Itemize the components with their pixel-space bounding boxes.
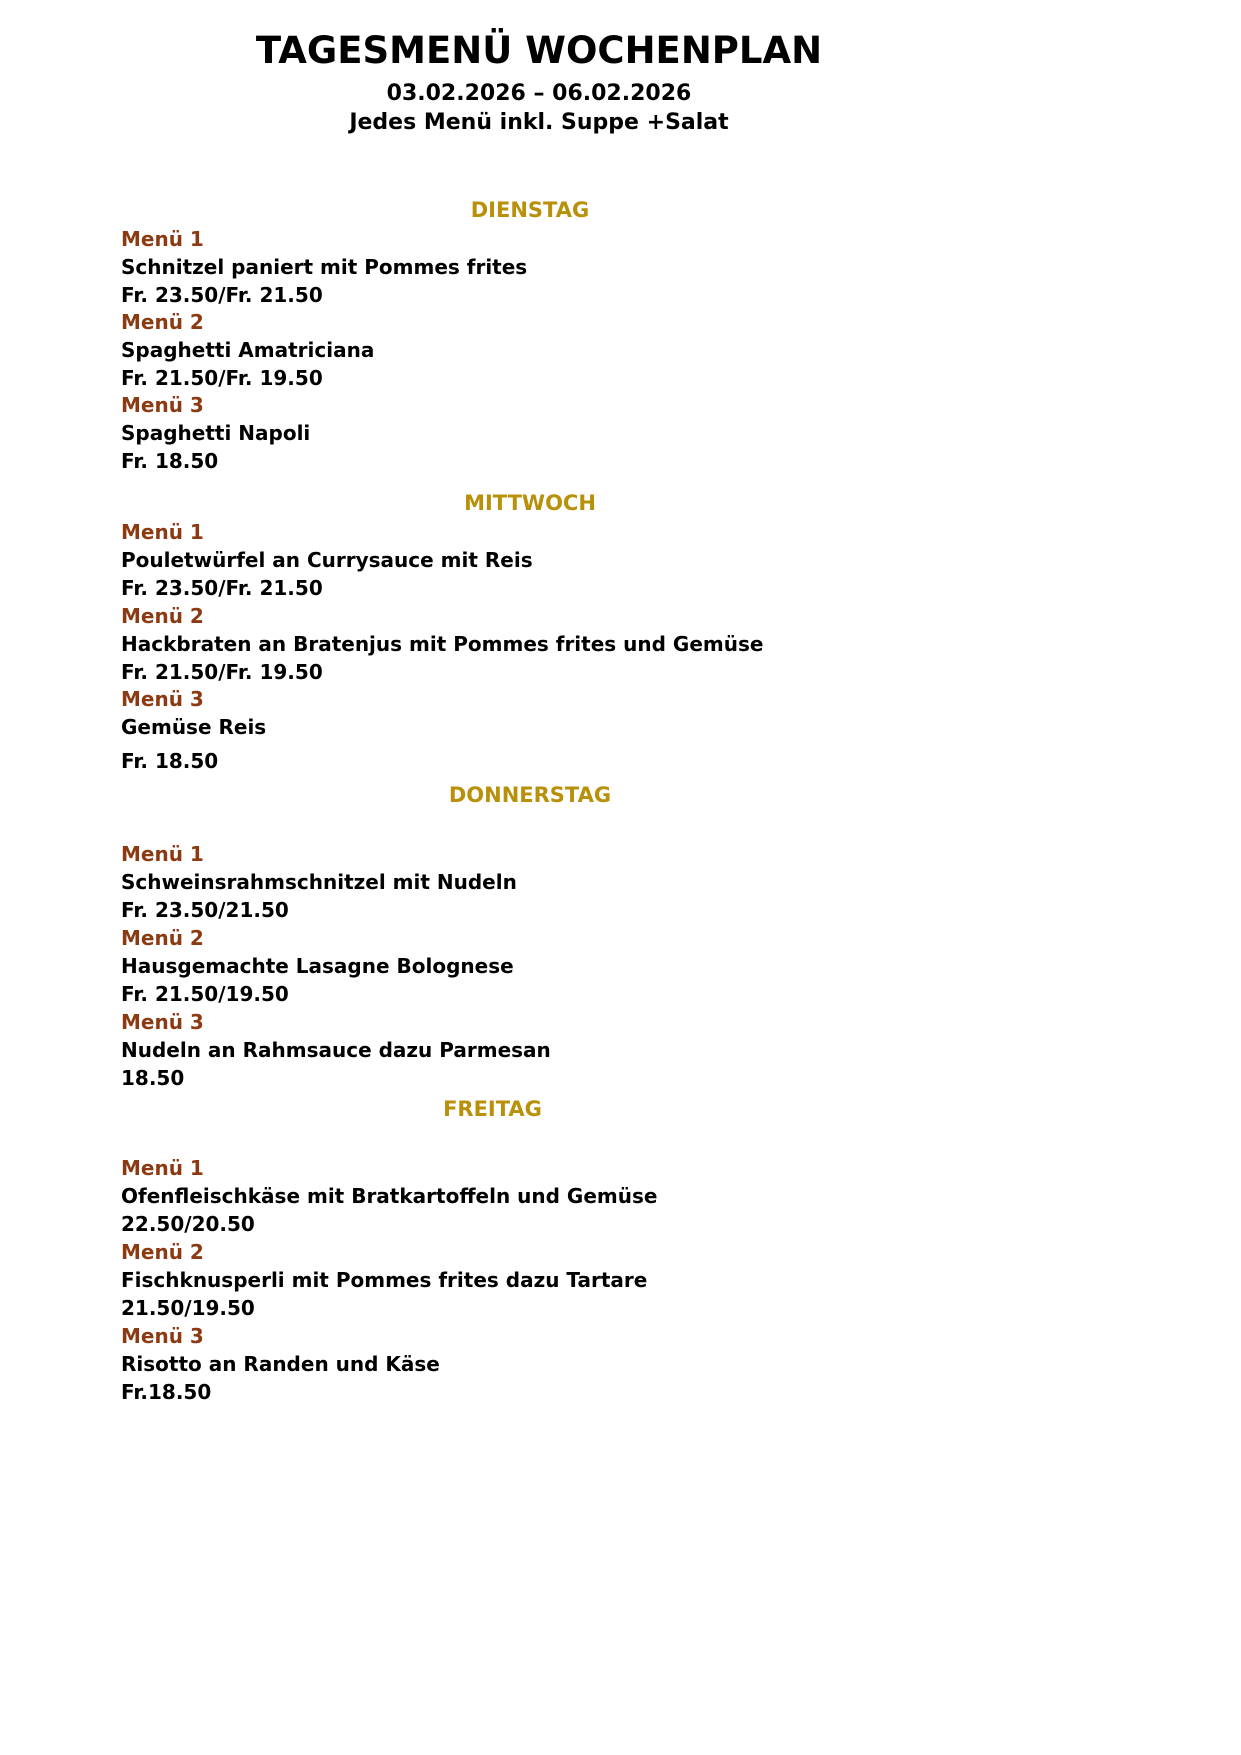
- dish-name: Spaghetti Amatriciana: [121, 338, 375, 362]
- dish-name: Schnitzel paniert mit Pommes frites: [121, 255, 528, 279]
- menu-label: Menü 3: [121, 1324, 204, 1348]
- menu-label: Menü 1: [121, 1156, 204, 1180]
- page-title: TAGESMENÜ WOCHENPLAN: [255, 29, 823, 72]
- dish-price: Fr. 18.50: [121, 449, 219, 473]
- dish-price: Fr. 21.50/Fr. 19.50: [121, 366, 323, 390]
- dish-name: Pouletwürfel an Currysauce mit Reis: [121, 548, 533, 572]
- dish-price: Fr. 21.50/19.50: [121, 982, 289, 1006]
- dish-price: 21.50/19.50: [121, 1296, 255, 1320]
- dish-price: Fr. 23.50/Fr. 21.50: [121, 283, 323, 307]
- menu-label: Menü 2: [121, 1240, 204, 1264]
- menu-label: Menü 3: [121, 1010, 204, 1034]
- day-heading-mittwoch: MITTWOCH: [464, 491, 596, 515]
- menu-label: Menü 3: [121, 687, 204, 711]
- dish-price: 18.50: [121, 1066, 185, 1090]
- menu-label: Menü 3: [121, 393, 204, 417]
- menu-label: Menü 1: [121, 842, 204, 866]
- dish-price: Fr. 21.50/Fr. 19.50: [121, 660, 323, 684]
- dish-name: Risotto an Randen und Käse: [121, 1352, 440, 1376]
- menu-label: Menü 2: [121, 310, 204, 334]
- dish-price: Fr. 23.50/Fr. 21.50: [121, 576, 323, 600]
- dish-name: Fischknusperli mit Pommes frites dazu Tartare: [121, 1268, 648, 1292]
- day-heading-freitag: FREITAG: [443, 1097, 542, 1121]
- dish-name: Schweinsrahmschnitzel mit Nudeln: [121, 870, 517, 894]
- menu-label: Menü 2: [121, 604, 204, 628]
- dish-price: 22.50/20.50: [121, 1212, 255, 1236]
- dish-name: Hausgemachte Lasagne Bolognese: [121, 954, 514, 978]
- dish-name: Hackbraten an Bratenjus mit Pommes frites und Gemüse: [121, 632, 764, 656]
- day-heading-donnerstag: DONNERSTAG: [448, 783, 612, 807]
- dish-name: Ofenfleischkäse mit Bratkartoffeln und Gemüse: [121, 1184, 658, 1208]
- date-range: 03.02.2026 – 06.02.2026: [386, 81, 692, 106]
- dish-name: Gemüse Reis: [121, 715, 267, 739]
- menu-label: Menü 1: [121, 520, 204, 544]
- dish-price: Fr. 18.50: [121, 749, 219, 773]
- dish-name: Nudeln an Rahmsauce dazu Parmesan: [121, 1038, 551, 1062]
- dish-price: Fr. 23.50/21.50: [121, 898, 289, 922]
- day-heading-dienstag: DIENSTAG: [470, 198, 590, 222]
- menu-note: Jedes Menü inkl. Suppe +Salat: [349, 110, 729, 135]
- menu-label: Menü 2: [121, 926, 204, 950]
- menu-label: Menü 1: [121, 227, 204, 251]
- dish-price: Fr.18.50: [121, 1380, 212, 1404]
- dish-name: Spaghetti Napoli: [121, 421, 311, 445]
